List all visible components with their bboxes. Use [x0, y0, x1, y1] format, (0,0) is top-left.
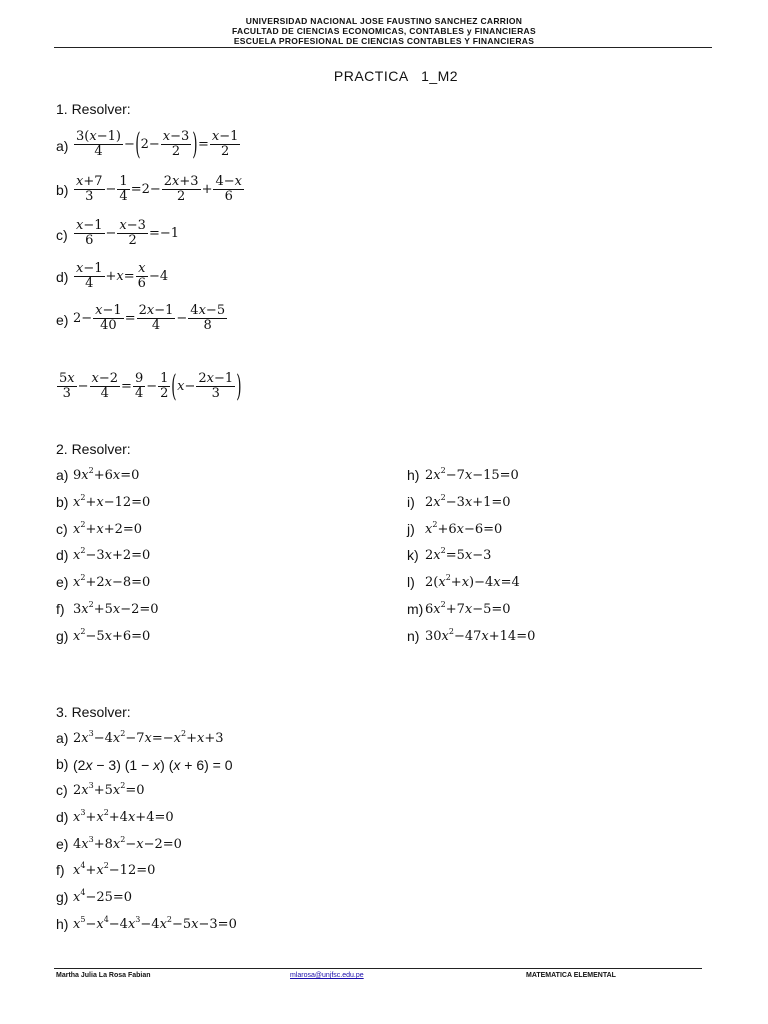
page-title: PRACTICA 1_M2 — [333, 68, 459, 84]
equation-3g: $x^4-25=0$ — [73, 888, 133, 905]
problem-label: e) — [56, 312, 69, 328]
equation-1-extra: $\frac{5x}{3}$ − $\frac{x-2}{4}$ = $\frac{9}{4}$ − $\frac{1}{2}$ (x− $\frac{2x-1}{3}$ ) — [59, 368, 242, 404]
section-3-heading: 3. Resolver: — [56, 704, 131, 720]
problem-label: c) — [56, 521, 68, 537]
equation-3e: $4x^3+8x^2-x-2=0$ — [73, 835, 182, 852]
footer-author: Martha Julia La Rosa Fabian — [56, 972, 151, 979]
problem-label: b) — [56, 182, 69, 198]
school-name: ESCUELA PROFESIONAL DE CIENCIAS CONTABLES Y FINANCIERAS — [233, 36, 535, 46]
equation-1d: $\frac{x-1}{4}$ +x= $\frac{x}{6}$ −4 — [76, 261, 169, 291]
equation-3a: $2x^3-4x^2-7x=-x^2+x+3$ — [73, 729, 224, 746]
equation-1b: $\frac{x+7}{3}$ − $\frac{1}{4}$ =2− $\frac{2x+3}{2}$ + $\frac{4-x}{6}$ — [76, 174, 242, 204]
section-2-heading: 2. Resolver: — [56, 441, 131, 457]
problem-label: h) — [407, 467, 420, 483]
problem-label: b) — [56, 756, 69, 772]
equation-2b: $x^2+x-12=0$ — [73, 493, 151, 510]
problem-label: h) — [56, 916, 69, 932]
problem-label: d) — [56, 269, 69, 285]
problem-label: j) — [407, 521, 415, 537]
equation-3f: $x^4+x^2-12=0$ — [73, 861, 156, 878]
footer-rule — [54, 968, 702, 969]
problem-label: a) — [56, 730, 69, 746]
equation-2e: $x^2+2x-8=0$ — [73, 573, 151, 590]
problem-label: a) — [56, 138, 69, 154]
equation-3h: $x^5-x^4-4x^3-4x^2-5x-3=0$ — [73, 915, 237, 932]
problem-label: n) — [407, 628, 420, 644]
problem-label: e) — [56, 836, 69, 852]
problem-label: a) — [56, 467, 69, 483]
problem-label: d) — [56, 547, 69, 563]
equation-2j: $x^2+6x-6=0$ — [425, 520, 503, 537]
equation-3c: $2x^3+5x^2=0$ — [73, 781, 145, 798]
problem-label: c) — [56, 227, 68, 243]
equation-2d: $x^2-3x+2=0$ — [73, 546, 151, 563]
equation-1e: 2− $\frac{x-1}{40}$ = $\frac{2x-1}{4}$ − $\frac{4x-5}{8}$ — [73, 303, 226, 333]
footer-course: MATEMATICA ELEMENTAL — [526, 972, 616, 979]
equation-2i: $2x^2-3x+1=0$ — [425, 493, 511, 510]
problem-label: m) — [407, 601, 424, 617]
equation-2k: $2x^2=5x-3$ — [425, 546, 492, 563]
problem-label: d) — [56, 809, 69, 825]
problem-label: f) — [56, 601, 65, 617]
equation-1c: $\frac{x-1}{6}$ − $\frac{x-3}{2}$ =−1 — [76, 218, 179, 248]
problem-label: g) — [56, 628, 69, 644]
equation-3b: (2x − 3) (1 − x) (x + 6) = 0 — [73, 757, 233, 773]
problem-label: i) — [407, 494, 415, 510]
equation-2f: $3x^2+5x-2=0$ — [73, 600, 159, 617]
equation-2h: $2x^2-7x-15=0$ — [425, 466, 519, 483]
university-name: UNIVERSIDAD NACIONAL JOSE FAUSTINO SANCHEZ CARRION — [245, 16, 523, 26]
equation-2m: $6x^2+7x-5=0$ — [425, 600, 511, 617]
equation-2l: $2(x^2+x)-4x=4$ — [425, 573, 520, 590]
equation-2n: $30x^2-47x+14=0$ — [425, 627, 536, 644]
problem-label: k) — [407, 547, 419, 563]
equation-1a: $\frac{3(x-1)}{4}$ −(2− $\frac{x-3}{2}$ )= $\frac{x-1}{2}$ — [76, 126, 239, 162]
section-1-heading: 1. Resolver: — [56, 101, 131, 117]
problem-label: b) — [56, 494, 69, 510]
problem-label: c) — [56, 782, 68, 798]
problem-label: g) — [56, 889, 69, 905]
equation-2c: $x^2+x+2=0$ — [73, 520, 143, 537]
equation-3d: $x^3+x^2+4x+4=0$ — [73, 808, 174, 825]
problem-label: f) — [56, 862, 65, 878]
problem-label: e) — [56, 574, 69, 590]
equation-2g: $x^2-5x+6=0$ — [73, 627, 151, 644]
problem-label: l) — [407, 574, 415, 590]
faculty-name: FACULTAD DE CIENCIAS ECONOMICAS, CONTABLES y FINANCIERAS — [232, 26, 536, 36]
header-rule — [54, 47, 712, 48]
footer-email-link[interactable]: mlarosa@unjfsc.edu.pe — [290, 972, 364, 979]
equation-2a: $9x^2+6x=0$ — [73, 466, 140, 483]
